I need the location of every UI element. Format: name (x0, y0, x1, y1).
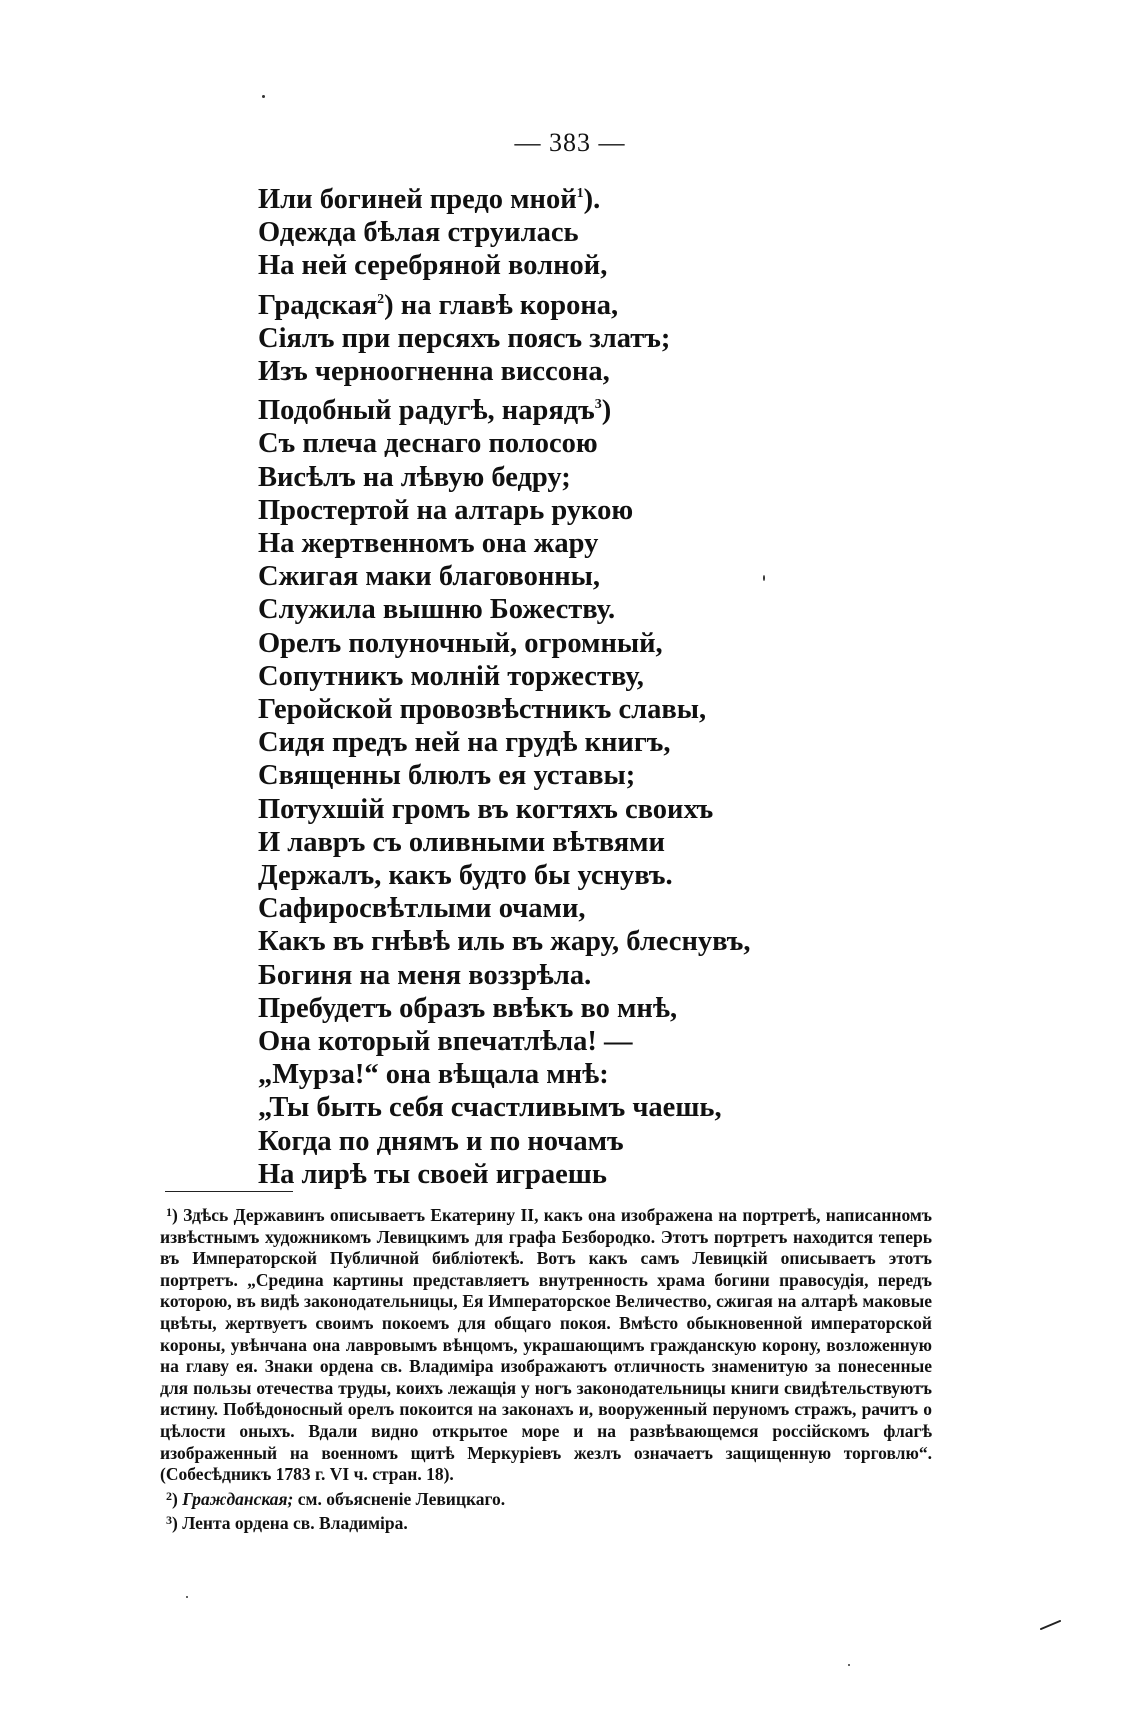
poem-line (258, 560, 958, 593)
poem-line-text: Держалъ, какъ будто бы уснувъ. (258, 860, 673, 892)
poem-line-text: Когда по днямъ и по ночамъ (258, 1125, 624, 1157)
footnotes (160, 1202, 932, 1535)
poem-line-text: Сопутникъ молній торжеству, (258, 660, 644, 692)
poem-line-text: Одежда бѣлая струилась (258, 217, 579, 249)
poem-line (258, 355, 958, 388)
poem-line-text: На ней серебряной волной, (258, 250, 608, 282)
poem-line (258, 1058, 958, 1091)
footnote-1 (160, 1202, 932, 1486)
poem-line-text: Геройской провозвѣстникъ славы, (258, 694, 707, 726)
footnote-marker: 3 (166, 1513, 172, 1528)
poem-line (258, 892, 958, 925)
poem-line (258, 427, 958, 460)
poem-line (258, 177, 958, 216)
poem-line-text: И лавръ съ оливными вѣтвями (258, 826, 665, 858)
poem-line-text: Подобный радугѣ, нарядъ (258, 395, 595, 427)
footnote-term: Гражданская; (182, 1488, 294, 1509)
poem-line-text: Сафиросвѣтлыми очами, (258, 893, 586, 925)
footnote-text: ) Лента ордена св. Владиміра. (172, 1513, 408, 1534)
print-speck (262, 95, 265, 98)
poem-line-text: Изъ черноогненна виссона, (258, 356, 610, 388)
footnote-2 (160, 1486, 932, 1511)
poem-line-text-tail: ) (601, 395, 612, 427)
poem-line-text: Сидя предъ ней на грудѣ книгъ, (258, 727, 671, 759)
footnote-divider (165, 1191, 293, 1192)
poem-line (258, 527, 958, 560)
poem-line (258, 627, 958, 660)
print-speck (186, 1596, 188, 1598)
print-speck (763, 575, 765, 581)
poem-line (258, 693, 958, 726)
footnote-text: ) Здѣсь Державинъ описываетъ Екатерину II, какъ она изображена на портретѣ, написанномъ извѣстнымъ художникомъ Левицкимъ для графа Безбородко. Этотъ портретъ находится теперь въ Императорской Публичной библіотекѣ. Вотъ какъ самъ Левицкій описываетъ этотъ портретъ. „Средина картины представляетъ внутренность храма богини правосудія, передъ которою, въ видѣ законодательницы, Ея Императорское Величество, сжигая на алтарѣ маковые цвѣты, жертвуетъ своимъ покоемъ для общаго покоя. Вмѣсто обыкновенной императорской короны, увѣнчана она лавровымъ вѣнцомъ, украшающимъ гражданскую корону, возложенную на главу ея. Знаки ордена св. Владиміра изображаютъ отличность знаменитую за понесенные для пользы отечества труды, коихъ лежащія у ногъ законодательницы книги свидѣтельствуютъ истину. Побѣдоносный орелъ покоится на законахъ и, вооруженный перуномъ стражъ, рачитъ о цѣлости оныхъ. Вдали видно открытое море и на развѣвающемся россійскомъ флагѣ изображенный на военномъ щитѣ Меркуріевъ жезлъ означаетъ защищенную торговлю“. (Собесѣдникъ 1783 г. VI ч. стран. 18). (160, 1205, 932, 1485)
footnote-reference: 2 (377, 291, 385, 307)
poem-line (258, 992, 958, 1025)
footnote-reference: 3 (594, 397, 602, 413)
poem-line (258, 660, 958, 693)
footnote-text: см. объясненіе Левицкаго. (293, 1488, 506, 1509)
poem-line (258, 1091, 958, 1124)
poem-line-text: Орелъ полуночный, огромный, (258, 627, 663, 659)
poem-line (258, 826, 958, 859)
poem-line (258, 793, 958, 826)
poem-line-text: На жертвенномъ она жару (258, 528, 599, 560)
poem-line (258, 925, 958, 958)
footnote-marker: 2 (166, 1488, 172, 1503)
poem-line-text: Богиня на меня воззрѣла. (258, 959, 592, 991)
poem-line-text: Висѣлъ на лѣвую бедру; (258, 461, 571, 493)
poem-line (258, 461, 958, 494)
poem-line-text: Или богиней предо мной (258, 184, 577, 215)
poem-line (258, 726, 958, 759)
pen-mark-icon (1040, 1620, 1062, 1630)
poem-line-text: Сжигая маки благовонны, (258, 561, 601, 593)
poem-line-text: Съ плеча деснаго полосою (258, 428, 598, 460)
poem-line-text: Простертой на алтарь рукою (258, 494, 634, 526)
poem-line (258, 759, 958, 792)
poem-line-text-tail: ) на главѣ корона, (384, 289, 619, 321)
poem-line (258, 494, 958, 527)
poem-line (258, 959, 958, 992)
page-number: — 383 — (514, 128, 626, 157)
print-speck (848, 1664, 850, 1666)
poem-line (258, 859, 958, 892)
poem-line-text: „Ты быть себя счастливымъ чаешь, (258, 1092, 722, 1124)
poem-line-text: Какъ въ гнѣвѣ иль въ жару, блеснувъ, (258, 926, 751, 958)
poem-line (258, 249, 958, 282)
poem-line (258, 388, 958, 427)
poem-line (258, 1025, 958, 1058)
footnote-3 (160, 1510, 932, 1535)
poem-line-text: Сіялъ при персяхъ поясъ златъ; (258, 322, 671, 354)
poem-line-text: Священны блюлъ ея уставы; (258, 760, 636, 792)
footnote-paren: ) (172, 1488, 183, 1509)
poem-text (258, 177, 958, 1191)
poem-line (258, 593, 958, 626)
poem-line-text: Градская (258, 289, 378, 321)
poem-line-text: На лирѣ ты своей играешь (258, 1158, 607, 1190)
poem-line-text: Служила вышню Божеству. (258, 594, 616, 626)
footnote-reference: 1 (576, 186, 584, 201)
poem-line-text: Она который впечатлѣла! — (258, 1026, 633, 1058)
poem-line-text: „Мурза!“ она вѣщала мнѣ: (258, 1059, 609, 1091)
poem-line (258, 322, 958, 355)
poem-line-text: Потухшій громъ въ когтяхъ своихъ (258, 793, 714, 825)
poem-line (258, 216, 958, 249)
footnote-marker: 1 (166, 1205, 172, 1219)
poem-line-text-tail: ). (583, 184, 601, 215)
poem-line (258, 283, 958, 322)
poem-line-text: Пребудетъ образъ ввѣкъ во мнѣ, (258, 992, 678, 1024)
poem-line (258, 1125, 958, 1158)
poem-line (258, 1158, 958, 1191)
